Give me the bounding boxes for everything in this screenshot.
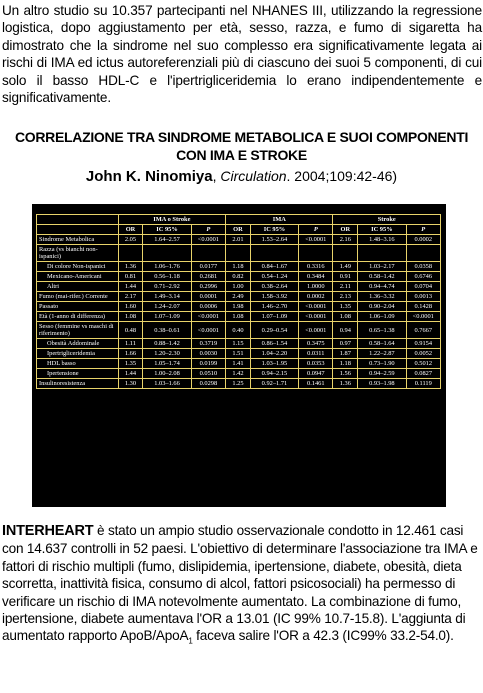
table-cell: 1.00–2.08 <box>143 369 191 379</box>
row-label: Mexicano-Americani <box>37 272 119 282</box>
table-cell: 1.44 <box>118 282 143 292</box>
table-cell: 1.46–2.70 <box>250 302 298 312</box>
table-cell: 1.18 <box>333 359 358 369</box>
table-cell: 1.15 <box>226 339 251 349</box>
table-cell: 0.94–4.74 <box>358 282 406 292</box>
table-row <box>37 349 441 359</box>
table-cell: 0.6746 <box>406 272 440 282</box>
table-cell <box>143 245 191 262</box>
table-cell: 1.04–2.20 <box>250 349 298 359</box>
table-row <box>37 235 441 245</box>
table-cell: 1.98 <box>226 302 251 312</box>
table-cell: 1.35 <box>333 302 358 312</box>
table-cell: <0.0001 <box>191 312 225 322</box>
row-label: Sindrome Metabolica <box>37 235 119 245</box>
table-cell: <0.0001 <box>191 235 225 245</box>
table-cell: 0.5012 <box>406 359 440 369</box>
table-cell <box>226 245 251 262</box>
table-cell: 1.24–2.07 <box>143 302 191 312</box>
table-cell <box>250 245 298 262</box>
table-corner-cell <box>37 225 119 235</box>
table-cell: 0.48 <box>118 322 143 339</box>
table-cell <box>118 245 143 262</box>
table-row <box>37 272 441 282</box>
table-cell: 0.3316 <box>299 262 333 272</box>
row-label: Altri <box>37 282 119 292</box>
table-cell: 0.0353 <box>299 359 333 369</box>
row-label: HDL basso <box>37 359 119 369</box>
table-cell: 0.0199 <box>191 359 225 369</box>
table-cell: 2.49 <box>226 292 251 302</box>
table-cell: 0.0510 <box>191 369 225 379</box>
table-cell: 0.94–2.15 <box>250 369 298 379</box>
table-cell <box>358 245 406 262</box>
table-cell: 0.90–2.04 <box>358 302 406 312</box>
table-cell: 1.58–3.92 <box>250 292 298 302</box>
table-cell: 0.0002 <box>299 292 333 302</box>
table-cell: 1.51 <box>226 349 251 359</box>
table-group-header-row <box>37 215 441 225</box>
table-cell: 0.0827 <box>406 369 440 379</box>
table-cell: 0.3475 <box>299 339 333 349</box>
table-row <box>37 245 441 262</box>
table-cell: 1.36 <box>333 379 358 389</box>
table-cell: 0.38–0.61 <box>143 322 191 339</box>
apoa-subscript: 1 <box>188 637 193 647</box>
intro-paragraph: Un altro studio su 10.357 partecipanti nel NHANES III, utilizzando la regressione logistica, dopo aggiustamento per età, sesso, razza, e fumo di sigaretta ha dimostrato che la sindrome nel suo complesso era significativamente legata ai rischi di IMA ed ictus autoreferenziali più di ciascuno dei suoi 5 componenti, di cui solo il basso HDL-C e l'ipertrigliceridemia lo erano indipendentemente e significativamente. <box>2 3 482 106</box>
row-label: Fumo (mai-rifer.) Corrente <box>37 292 119 302</box>
table-cell: 1.87 <box>333 349 358 359</box>
table-cell <box>333 245 358 262</box>
row-label: Obesità Addominale <box>37 339 119 349</box>
interheart-body: è stato un ampio studio osservazionale condotto in 12.461 casi con 14.637 controlli in 52 paesi. L'obiettivo di determinare l'associazione tra IMA e fattori di rischio multipli (fumo, dislipidemia, ipertensione, diabete, obesità, dieta scorretta, inattività fisica, consumo di alcol, fattori psicosociali) ha permesso di verificare un rischio di IMA notevolmente aumentato. La combinazione di fumo, ipertensione, diabete aumentava l'OR a 13.01 (IC 99% 10.7-15.8). L'aggiunta di aumentato rapporto ApoB/ApoA <box>2 523 478 644</box>
table-cell: 0.73–1.90 <box>358 359 406 369</box>
table-cell: 2.05 <box>118 235 143 245</box>
table-cell: 0.71–2.92 <box>143 282 191 292</box>
table-cell: 0.94 <box>333 322 358 339</box>
row-label: Passato <box>37 302 119 312</box>
table-cell: 0.1428 <box>406 302 440 312</box>
table-cell: <0.0001 <box>299 302 333 312</box>
table-cell: 0.7667 <box>406 322 440 339</box>
table-cell: 1.56 <box>333 369 358 379</box>
table-cell: 0.58–1.64 <box>358 339 406 349</box>
table-cell: 1.07–1.09 <box>250 312 298 322</box>
table-row <box>37 379 441 389</box>
col-header-or: OR <box>333 225 358 235</box>
row-label: Ipertrigliceridemia <box>37 349 119 359</box>
row-label: Ipertensione <box>37 369 119 379</box>
table-cell: 1.49 <box>333 262 358 272</box>
table-cell <box>406 245 440 262</box>
table-cell: 1.35 <box>118 359 143 369</box>
table-cell: 2.11 <box>333 282 358 292</box>
table-cell: 0.86–1.54 <box>250 339 298 349</box>
table-cell: 1.36 <box>118 262 143 272</box>
table-cell: <0.0001 <box>299 235 333 245</box>
table-cell: 1.22–2.87 <box>358 349 406 359</box>
table-cell: 1.48–3.16 <box>358 235 406 245</box>
table-cell: 1.41 <box>226 359 251 369</box>
table-body <box>37 235 441 389</box>
col-header-p: P <box>299 225 333 235</box>
table-row <box>37 282 441 292</box>
table-cell: 1.25 <box>226 379 251 389</box>
table-cell: 1.11 <box>118 339 143 349</box>
table-row <box>37 262 441 272</box>
citation-details: . 2004;109:42-46) <box>286 168 398 184</box>
table-cell: <0.0001 <box>299 322 333 339</box>
table-cell: <0.0001 <box>406 312 440 322</box>
table-cell: 2.13 <box>333 292 358 302</box>
table-cell: 0.0298 <box>191 379 225 389</box>
table-cell: 1.07–1.09 <box>143 312 191 322</box>
interheart-paragraph <box>2 522 482 651</box>
col-header-ic: IC 95% <box>143 225 191 235</box>
table-cell: 1.30 <box>118 379 143 389</box>
table-cell: 0.2996 <box>191 282 225 292</box>
row-label: Età (1-anno di differenza) <box>37 312 119 322</box>
col-header-ic: IC 95% <box>250 225 298 235</box>
col-header-ic: IC 95% <box>358 225 406 235</box>
table-cell: 0.0052 <box>406 349 440 359</box>
table-cell: 1.08 <box>333 312 358 322</box>
table-cell: 1.60 <box>118 302 143 312</box>
page-title: CORRELAZIONE TRA SINDROME METABOLICA E SUOI COMPONENTI CON IMA E STROKE <box>14 129 469 163</box>
citation-separator: , <box>212 168 221 184</box>
table-cell: 0.9154 <box>406 339 440 349</box>
data-table-image <box>32 204 446 507</box>
correlation-table <box>36 214 441 389</box>
table-cell: 1.03–1.95 <box>250 359 298 369</box>
table-cell: 1.0000 <box>299 282 333 292</box>
table-cell: 0.0013 <box>406 292 440 302</box>
interheart-tail: faceva salire l'OR a 42.3 (IC99% 33.2-54.0). <box>192 628 454 644</box>
table-row <box>37 302 441 312</box>
table-cell: 0.91 <box>333 272 358 282</box>
table-cell: 0.65–1.38 <box>358 322 406 339</box>
table-cell: 0.56–1.18 <box>143 272 191 282</box>
table-cell: 1.03–2.17 <box>358 262 406 272</box>
table-cell: 0.81 <box>118 272 143 282</box>
table-cell: 0.3719 <box>191 339 225 349</box>
table-corner-cell <box>37 215 119 225</box>
table-cell <box>299 245 333 262</box>
table-cell: 0.54–1.24 <box>250 272 298 282</box>
table-cell: 1.36–3.32 <box>358 292 406 302</box>
table-cell: 0.88–1.42 <box>143 339 191 349</box>
table-cell: 0.0177 <box>191 262 225 272</box>
table-cell: 1.06–1.09 <box>358 312 406 322</box>
table-cell: 1.53–2.64 <box>250 235 298 245</box>
table-cell: 1.18 <box>226 262 251 272</box>
table-cell: <0.0001 <box>191 322 225 339</box>
group-header: IMA o Stroke <box>118 215 225 225</box>
table-cell: 0.0030 <box>191 349 225 359</box>
table-cell: 2.01 <box>226 235 251 245</box>
table-cell: 0.58–1.42 <box>358 272 406 282</box>
table-row <box>37 322 441 339</box>
citation-author: John K. Ninomiya <box>85 168 213 185</box>
group-header: Stroke <box>333 215 441 225</box>
interheart-lead: INTERHEART <box>2 523 94 539</box>
table-cell: 0.94–2.59 <box>358 369 406 379</box>
table-cell: 0.0001 <box>191 292 225 302</box>
table-cell: 0.97 <box>333 339 358 349</box>
table-cell: 0.0006 <box>191 302 225 312</box>
table-cell: 1.64–2.57 <box>143 235 191 245</box>
row-label: Di colore Non-ispanici <box>37 262 119 272</box>
table-row <box>37 369 441 379</box>
col-header-p: P <box>406 225 440 235</box>
row-label: Insulinoresistenza <box>37 379 119 389</box>
col-header-or: OR <box>226 225 251 235</box>
citation <box>0 168 483 185</box>
table-cell: 0.29–0.54 <box>250 322 298 339</box>
table-row <box>37 292 441 302</box>
table-cell: 1.06–1.76 <box>143 262 191 272</box>
col-header-or: OR <box>118 225 143 235</box>
table-cell: 0.0311 <box>299 349 333 359</box>
table-cell: 0.1461 <box>299 379 333 389</box>
table-cell: 1.20–2.30 <box>143 349 191 359</box>
table-cell: 0.0002 <box>406 235 440 245</box>
table-cell: <0.0001 <box>299 312 333 322</box>
table-cell: 2.17 <box>118 292 143 302</box>
table-cell: 2.16 <box>333 235 358 245</box>
table-subheader-row <box>37 225 441 235</box>
table-cell: 0.84–1.67 <box>250 262 298 272</box>
table-cell <box>191 245 225 262</box>
group-header: IMA <box>226 215 333 225</box>
table-cell: 1.66 <box>118 349 143 359</box>
row-label: Razza (vs bianchi non-ispanici) <box>37 245 119 262</box>
table-cell: 1.49–3.14 <box>143 292 191 302</box>
table-cell: 0.3484 <box>299 272 333 282</box>
table-cell: 0.0358 <box>406 262 440 272</box>
table-cell: 0.82 <box>226 272 251 282</box>
table-row <box>37 312 441 322</box>
table-cell: 1.08 <box>118 312 143 322</box>
table-cell: 0.92–1.71 <box>250 379 298 389</box>
table-cell: 1.00 <box>226 282 251 292</box>
table-cell: 1.08 <box>226 312 251 322</box>
citation-journal: Circulation <box>220 168 287 184</box>
table-cell: 0.1119 <box>406 379 440 389</box>
table-cell: 1.42 <box>226 369 251 379</box>
table-cell: 0.2681 <box>191 272 225 282</box>
table-row <box>37 359 441 369</box>
row-label: Sesso (femmine vs maschi di riferimento) <box>37 322 119 339</box>
col-header-p: P <box>191 225 225 235</box>
table-cell: 0.40 <box>226 322 251 339</box>
table-cell: 1.44 <box>118 369 143 379</box>
table-cell: 0.38–2.64 <box>250 282 298 292</box>
table-cell: 1.05–1.74 <box>143 359 191 369</box>
table-cell: 0.93–1.98 <box>358 379 406 389</box>
table-cell: 1.03–1.66 <box>143 379 191 389</box>
table-cell: 0.0704 <box>406 282 440 292</box>
table-cell: 0.0947 <box>299 369 333 379</box>
table-row <box>37 339 441 349</box>
